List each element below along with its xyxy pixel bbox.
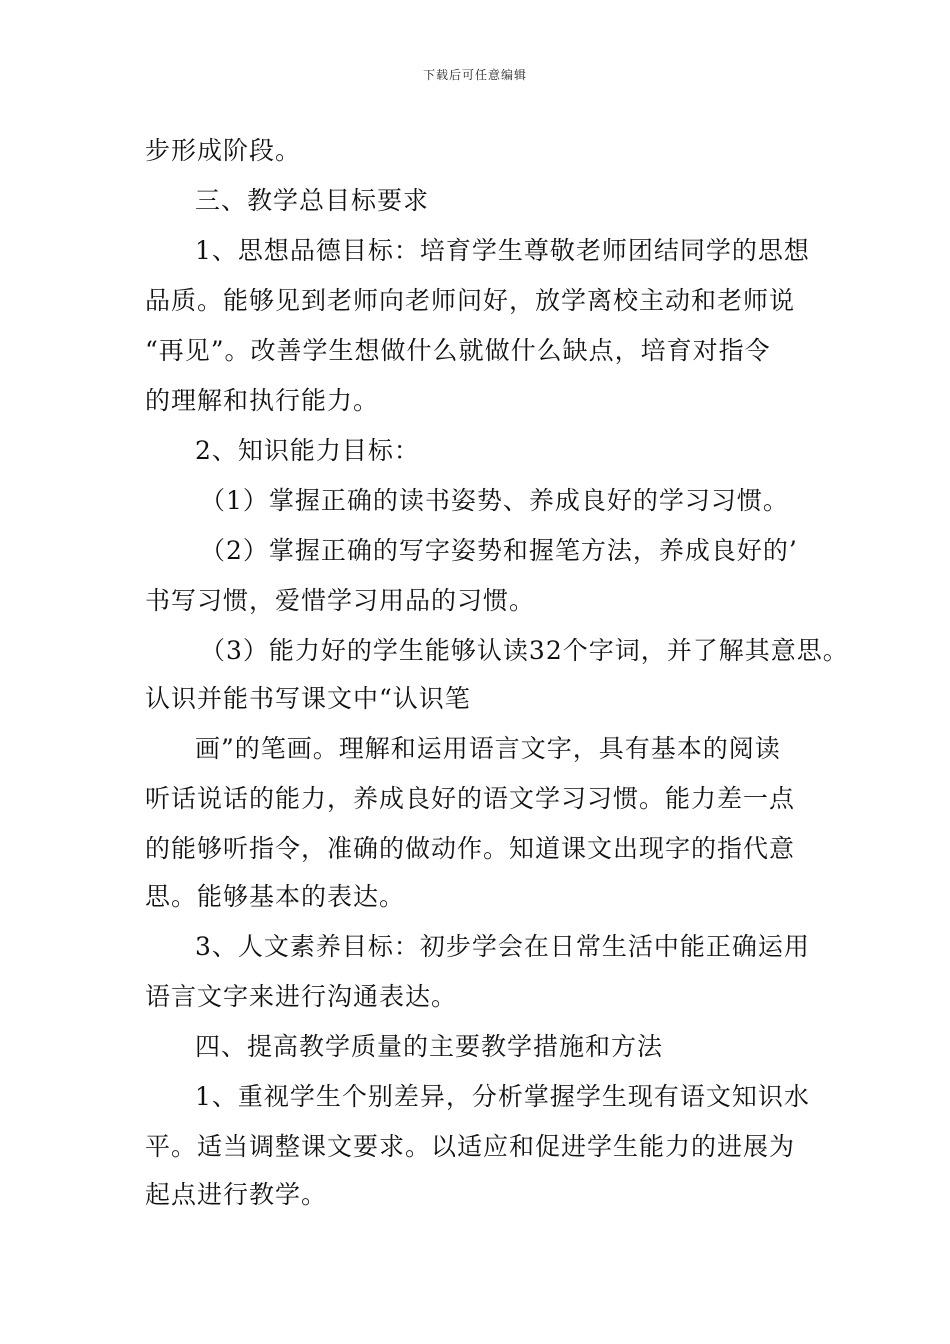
text-line: 3、人文素养目标：初步学会在日常生活中能正确运用 — [195, 932, 810, 961]
page-header: 下载后可任意编辑 — [422, 68, 527, 82]
text-line: 认识并能书写课文中“认识笔 — [145, 684, 471, 713]
text-line: 步形成阶段。 — [145, 136, 302, 165]
text-line: 思。能够基本的表达。 — [145, 882, 406, 911]
list-item: （3）能力好的学生能够认读32个字词，并了解其意思。 — [200, 636, 849, 665]
text-line: 画”的笔画。理解和运用语言文字，具有基本的阅读 — [195, 734, 781, 763]
text-line: 的能够听指令，准确的做动作。知道课文出现字的指代意 — [145, 834, 796, 863]
text-line: 的理解和执行能力。 — [145, 386, 380, 415]
list-item: （1）掌握正确的读书姿势、养成良好的学习习惯。 — [200, 486, 789, 515]
text-line: 品质。能够见到老师向老师问好，放学离校主动和老师说 — [145, 286, 796, 315]
text-line: 平。适当调整课文要求。以适应和促进学生能力的进展为 — [145, 1132, 796, 1161]
text-line: 语言文字来进行沟通表达。 — [145, 982, 458, 1011]
section-heading: 四、提高教学质量的主要教学措施和方法 — [195, 1032, 664, 1061]
text-line: 听话说话的能力，养成良好的语文学习习惯。能力差一点 — [145, 784, 796, 813]
text-line: “再见”。改善学生想做什么就做什么缺点，培育对指令 — [145, 336, 771, 365]
text-line: 1、思想品德目标：培育学生尊敬老师团结同学的思想 — [195, 236, 810, 265]
text-line: 起点进行教学。 — [145, 1180, 328, 1209]
section-heading: 三、教学总目标要求 — [195, 186, 430, 215]
text-line: 2、知识能力目标： — [195, 436, 420, 465]
text-line: 1、重视学生个别差异，分析掌握学生现有语文知识水 — [195, 1082, 810, 1111]
list-item: （2）掌握正确的写字姿势和握笔方法，养成良好的’ — [200, 536, 798, 565]
text-line: 书写习惯，爱惜学习用品的习惯。 — [145, 586, 536, 615]
